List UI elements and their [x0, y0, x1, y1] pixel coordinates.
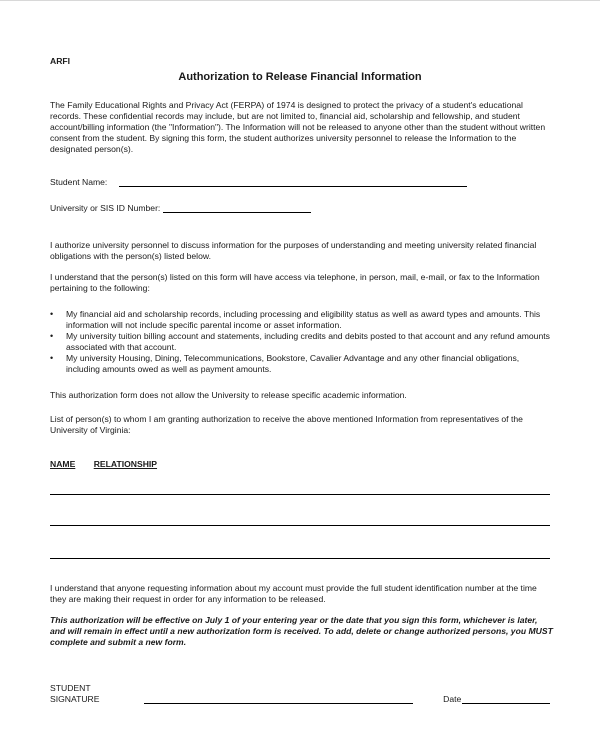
- table-header: [50, 459, 157, 470]
- student-name-label: Student Name:: [50, 177, 108, 187]
- signature-line[interactable]: [144, 703, 413, 704]
- academic-note: This authorization form does not allow the University to release specific academic information.: [50, 390, 407, 400]
- authorized-person-line-1[interactable]: [50, 494, 550, 495]
- bullet-list: [50, 309, 555, 375]
- effective-date-paragraph: This authorization will be effective on July 1 of your entering year or the date that you sign this form, whichever is later, and will remain in effect until a new authorization form is received. To add, delete or change authorized persons, you MUST complete and submit a new form.: [50, 615, 553, 647]
- form-code: ARFI: [50, 56, 71, 66]
- list-intro: List of person(s) to whom I am granting authorization to receive the above mentioned Information from representatives of the University of Virginia:: [50, 414, 523, 435]
- student-name-line[interactable]: [119, 186, 467, 187]
- authorized-person-line-3[interactable]: [50, 558, 550, 559]
- date-line[interactable]: [462, 703, 550, 704]
- authorize-paragraph: I authorize university personnel to discuss information for the purposes of understanding and meeting university related financial obligations with the person(s) listed below.: [50, 240, 537, 261]
- university-id-label: University or SIS ID Number:: [50, 203, 161, 213]
- page-title: Authorization to Release Financial Information: [178, 71, 422, 83]
- signature-label: STUDENT SIGNATURE: [50, 683, 100, 704]
- list-item: • My financial aid and scholarship records, including processing and eligibility status as well as award types and amounts. This information will not include specific parental income or asset information.: [50, 309, 555, 331]
- authorized-person-line-2[interactable]: [50, 525, 550, 526]
- list-item: • My university tuition billing account and statements, including credits and debits posted to that account and any refund amounts associated with that account.: [50, 331, 555, 353]
- list-item: • My university Housing, Dining, Telecommunications, Bookstore, Cavalier Advantage and any other financial obligations, including amounts owed as well as payment amounts.: [50, 353, 555, 375]
- signature-row: [50, 683, 550, 705]
- student-name-field[interactable]: [50, 177, 467, 188]
- date-label: Date: [443, 694, 462, 704]
- access-paragraph: I understand that the person(s) listed on this form will have access via telephone, in person, mail, e-mail, or fax to the Information pertaining to the following:: [50, 272, 540, 293]
- id-requirement-paragraph: I understand that anyone requesting information about my account must provide the full student identification number at the time they are making their request in order for any information to be released.: [50, 583, 537, 604]
- university-id-field[interactable]: [50, 203, 311, 214]
- university-id-line[interactable]: [163, 212, 311, 213]
- name-column-header: NAME: [50, 459, 76, 469]
- intro-paragraph: The Family Educational Rights and Privacy Act (FERPA) of 1974 is designed to protect the privacy of a student's educational records. These confidential records may include, but are not limited to, financial aid, scholarship and fellowship, and student account/billing information (the "Information"). The Information will not be released to anyone other than the student without written consent from the student. By signing this form, the student authorizes university personnel to release the Information to the designated person(s).: [50, 100, 546, 154]
- relationship-column-header: RELATIONSHIP: [93, 459, 158, 469]
